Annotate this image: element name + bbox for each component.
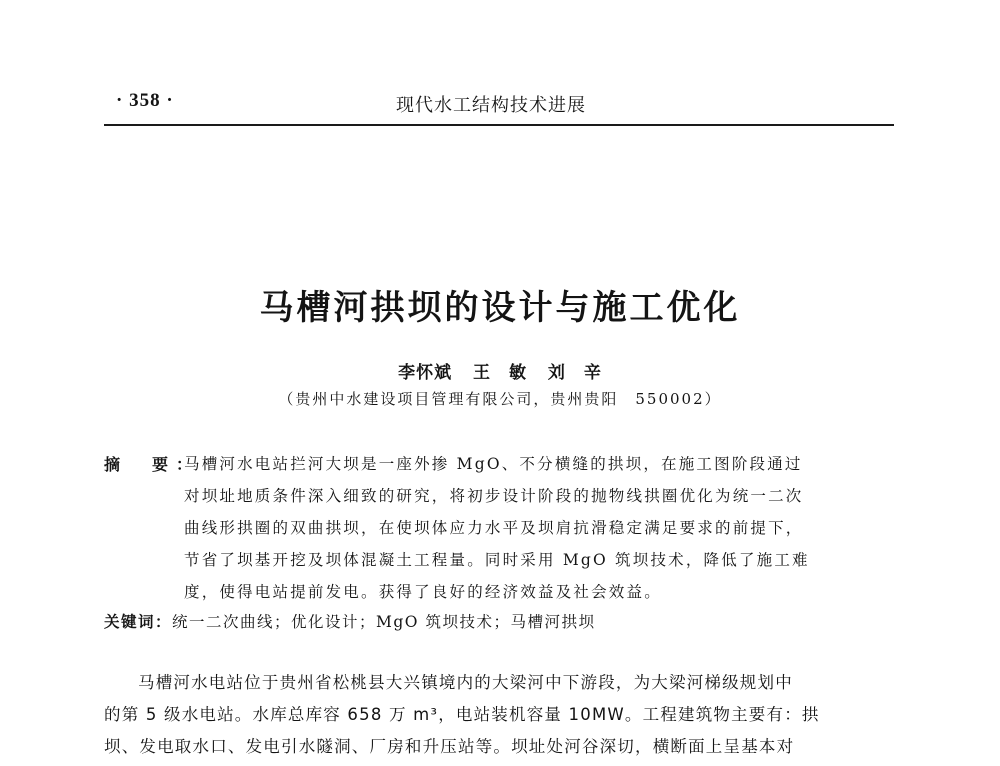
- body-line: 马槽河水电站位于贵州省松桃县大兴镇境内的大梁河中下游段，为大梁河梯级规划中: [138, 673, 793, 692]
- keywords: [104, 610, 894, 632]
- author-name: 刘 辛: [547, 363, 602, 383]
- book-title: 现代水工结构技术进展: [396, 95, 586, 116]
- article-title: 马槽河拱坝的设计与施工优化: [259, 288, 741, 328]
- abstract-label: 摘 要：: [104, 455, 201, 474]
- author-name: 李怀斌: [398, 363, 453, 383]
- header-rule: [104, 124, 894, 126]
- author-name: 王 敏: [473, 363, 527, 383]
- keywords-text: 统一二次曲线；优化设计；MgO 筑坝技术；马槽河拱坝: [172, 613, 596, 631]
- running-header: [104, 90, 894, 124]
- body-text: [104, 670, 894, 766]
- affiliation: （贵州中水建设项目管理有限公司，贵州贵阳 550002）: [278, 390, 722, 408]
- abstract-line: 节省了坝基开挖及坝体混凝土工程量。同时采用 MgO 筑坝技术，降低了施工难: [184, 551, 810, 569]
- keywords-label: 关键词：: [104, 613, 173, 631]
- abstract-line: 曲线形拱圈的双曲拱坝，在使坝体应力水平及坝肩抗滑稳定满足要求的前提下，: [184, 519, 804, 537]
- page-number: · 358 ·: [116, 90, 174, 111]
- author-list: [0, 358, 1000, 383]
- abstract-body: [184, 452, 894, 612]
- abstract-line: 对坝址地质条件深入细致的研究，将初步设计阶段的抛物线拱圈优化为统一二次: [184, 487, 804, 505]
- abstract-line: 马槽河水电站拦河大坝是一座外掺 MgO、不分横缝的拱坝，在施工图阶段通过: [184, 455, 803, 473]
- body-line: 的第 5 级水电站。水库总库容 658 万 m³，电站装机容量 10MW。工程建筑物主要有：拱: [104, 705, 820, 724]
- body-line: 坝、发电取水口、发电引水隧洞、厂房和升压站等。坝址处河谷深切，横断面上呈基本对: [104, 737, 795, 756]
- abstract-line: 度，使得电站提前发电。获得了良好的经济效益及社会效益。: [184, 583, 662, 601]
